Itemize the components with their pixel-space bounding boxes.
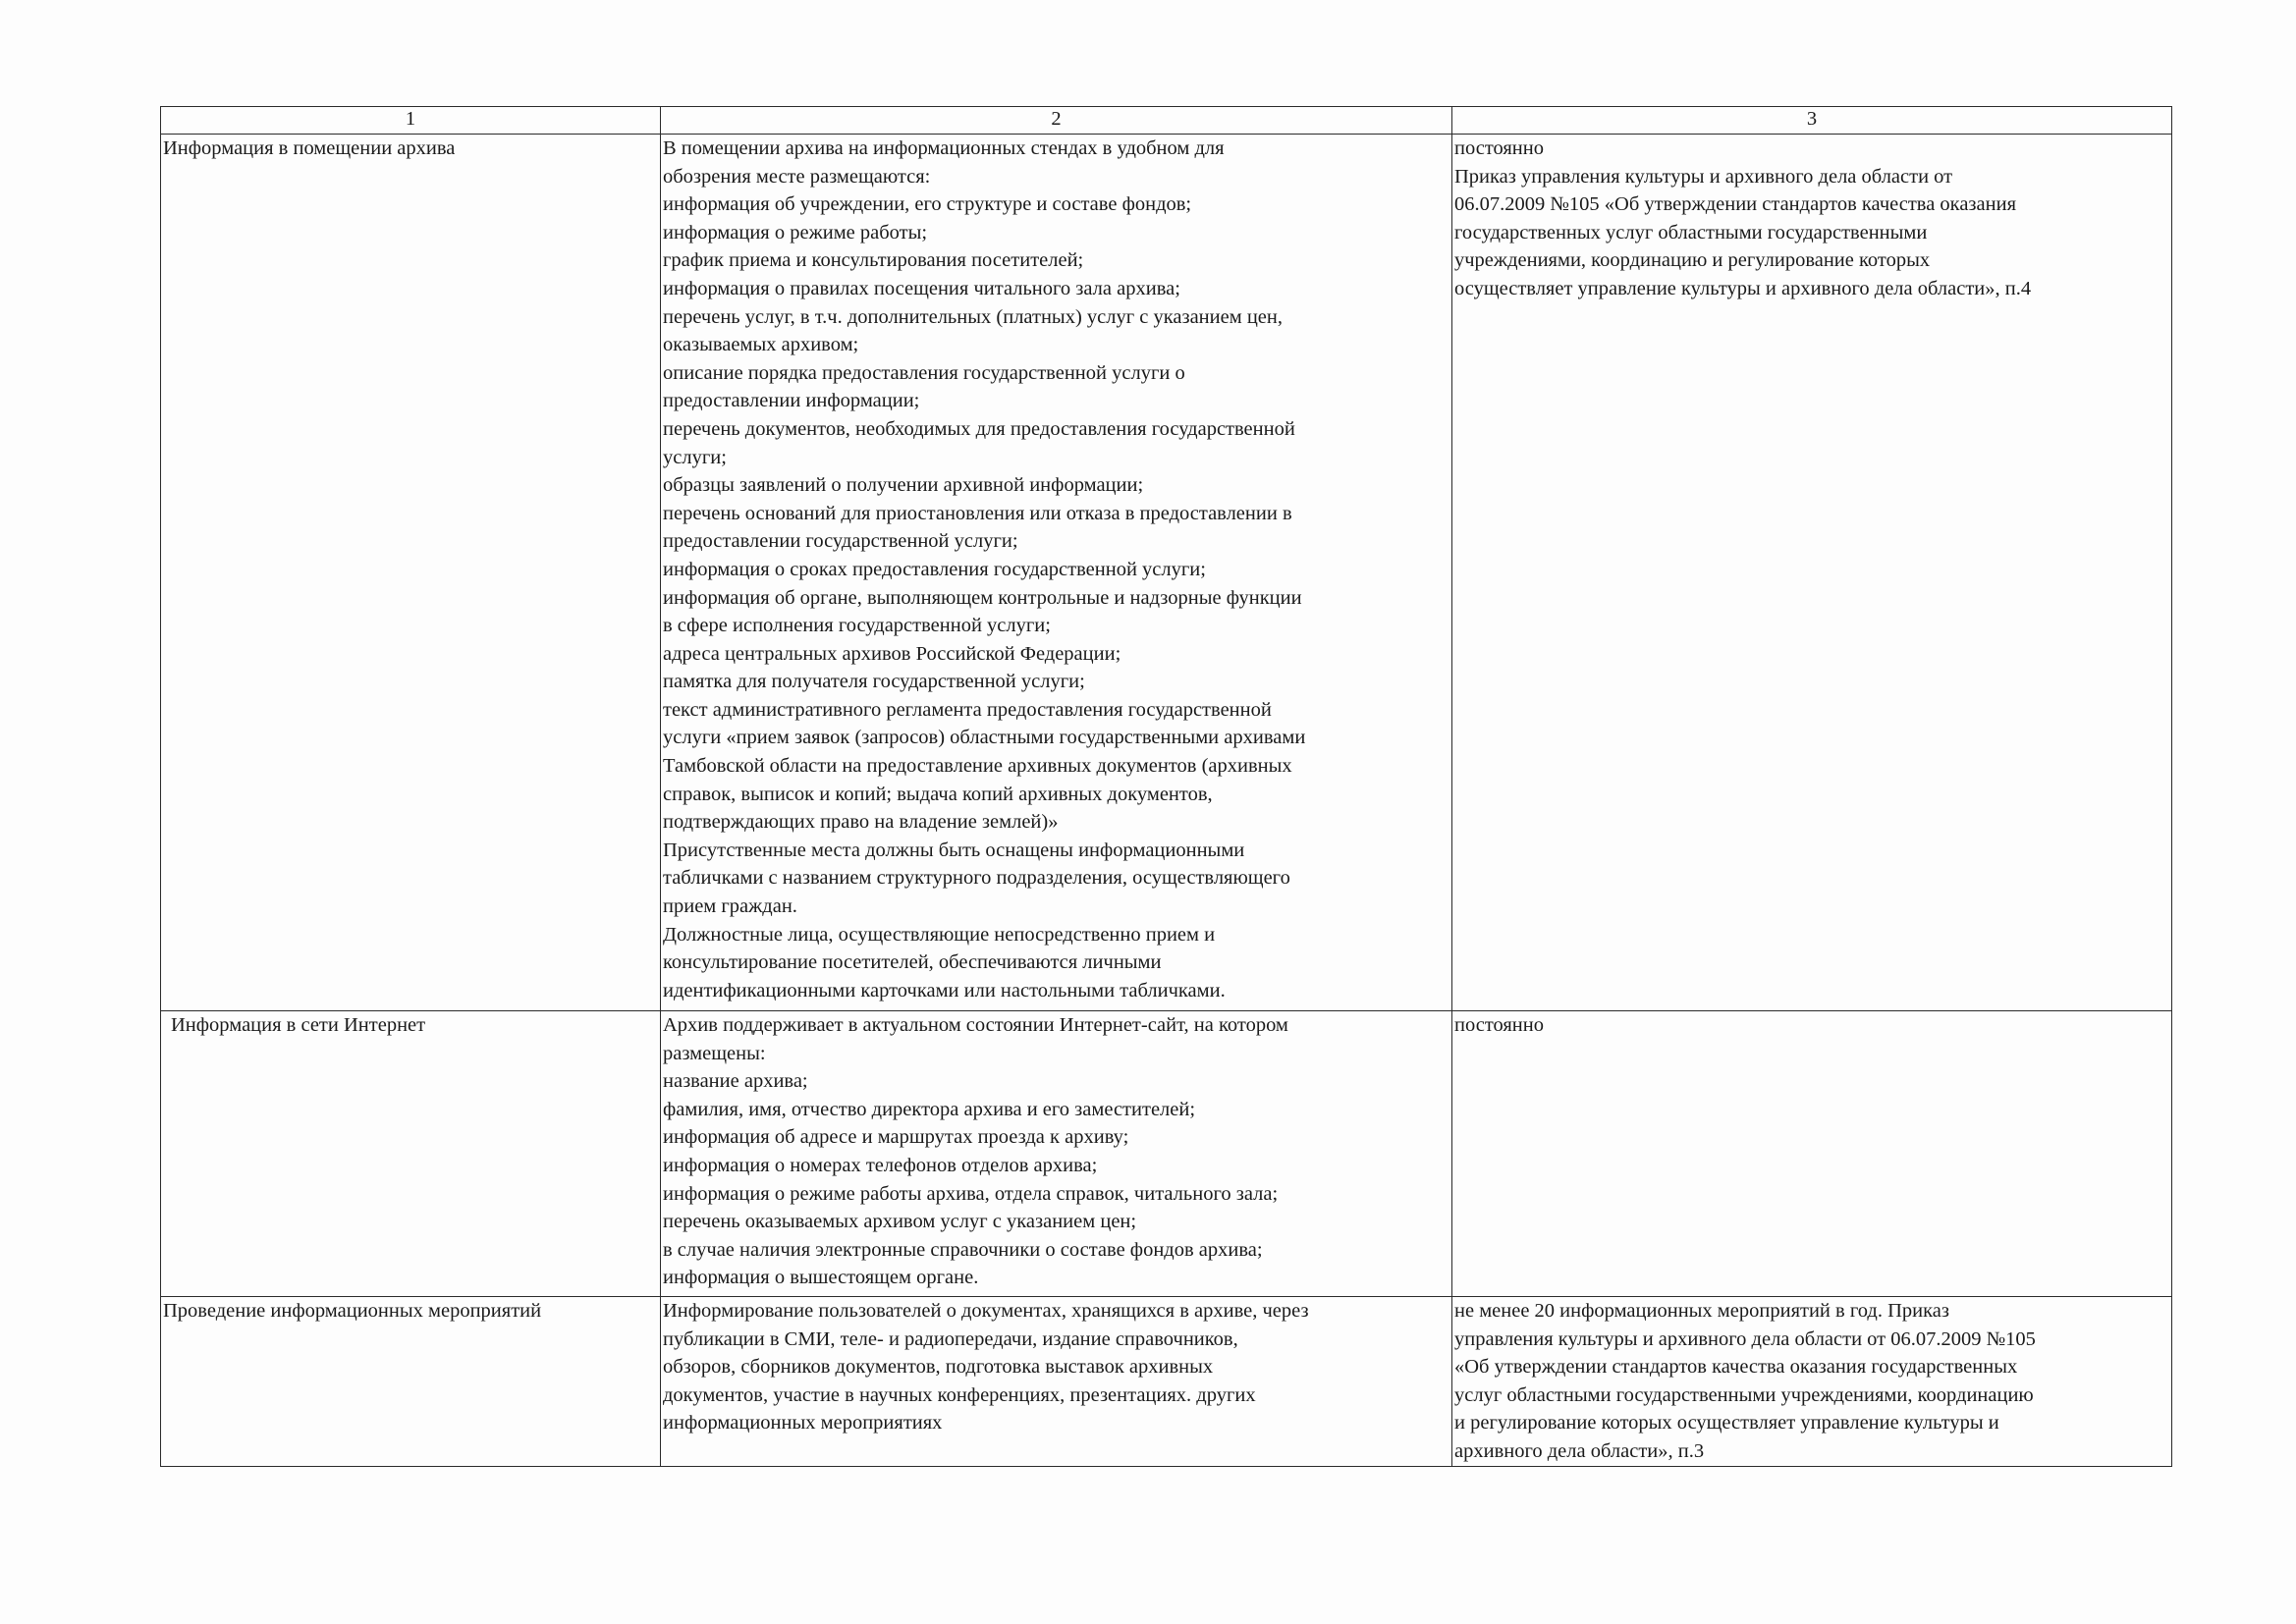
cell-line: памятка для получателя государственной услуги; <box>663 671 1085 693</box>
cell-line: постоянно <box>1454 137 1544 159</box>
cell-line: информация о правилах посещения читального зала архива; <box>663 277 1180 299</box>
cell-line: услуги «прием заявок (запросов) областными государственными архивами <box>663 727 1306 749</box>
cell-line: образцы заявлений о получении архивной информации; <box>663 474 1144 497</box>
cell-line: фамилия, имя, отчество директора архива и его заместителей; <box>663 1098 1196 1120</box>
cell-line: Тамбовской области на предоставление архивных документов (архивных <box>663 755 1292 778</box>
header-cell-2: 2 <box>661 107 1452 135</box>
cell-line: табличками с названием структурного подразделения, осуществляющего <box>663 867 1290 890</box>
cell-line: идентификационными карточками или настольными табличками. <box>663 979 1226 1001</box>
cell-line: осуществляет управление культуры и архивного дела области», п.4 <box>1454 277 2032 299</box>
cell-line: учреждениями, координацию и регулирование которых <box>1454 249 1931 272</box>
cell-line: информация о номерах телефонов отделов архива; <box>663 1154 1098 1176</box>
cell-line: информация об учреждении, его структуре и составе фондов; <box>663 193 1192 216</box>
cell-line: консультирование посетителей, обеспечиваются личными <box>663 951 1162 974</box>
cell-line: информация о режиме работы; <box>663 221 928 244</box>
cell-line: перечень услуг, в т.ч. дополнительных (платных) услуг с указанием цен, <box>663 305 1283 328</box>
cell-line: информация об адресе и маршрутах проезда к архиву; <box>663 1126 1129 1149</box>
row-3-col-3 <box>1452 1297 2172 1467</box>
cell-line: прием граждан. <box>663 895 797 918</box>
cell-line: предоставлении государственной услуги; <box>663 530 1018 553</box>
header-cell-3: 3 <box>1452 107 2172 135</box>
cell-line: справок, выписок и копий; выдача копий архивных документов, <box>663 783 1213 805</box>
cell-line: обзоров, сборников документов, подготовка выставок архивных <box>663 1356 1214 1379</box>
cell-line: и регулирование которых осуществляет управление культуры и <box>1454 1412 1999 1435</box>
cell-line: услуг областными государственными учреждениями, координацию <box>1454 1383 2034 1406</box>
row-2-col-1 <box>161 1011 661 1297</box>
cell-line: название архива; <box>663 1070 808 1093</box>
cell-line: перечень оснований для приостановления или отказа в предоставлении в <box>663 502 1292 524</box>
cell-line: информация о вышестоящем органе. <box>663 1267 979 1289</box>
cell-line: текст административного регламента предоставления государственной <box>663 698 1272 721</box>
cell-line: документов, участие в научных конференциях, презентациях. других <box>663 1383 1256 1406</box>
cell-line: информация о сроках предоставления государственной услуги; <box>663 558 1206 580</box>
row-3-col-2 <box>661 1297 1452 1467</box>
cell-line: публикации в СМИ, теле- и радиопередачи, издание справочников, <box>663 1327 1238 1350</box>
cell-line: в сфере исполнения государственной услуги; <box>663 615 1051 637</box>
cell-line: перечень документов, необходимых для предоставления государственной <box>663 417 1295 440</box>
header-cell-1: 1 <box>161 107 661 135</box>
cell-line: оказываемых архивом; <box>663 334 859 356</box>
cell-line: информация об органе, выполняющем контрольные и надзорные функции <box>663 586 1302 609</box>
cell-line: «Об утверждении стандартов качества оказания государственных <box>1454 1356 2018 1379</box>
cell-line: подтверждающих право на владение землей)» <box>663 811 1059 834</box>
row-2-col-2 <box>661 1011 1452 1297</box>
cell-line: 06.07.2009 №105 «Об утверждении стандартов качества оказания <box>1454 193 2016 216</box>
cell-line: архивного дела области», п.3 <box>1454 1439 1705 1462</box>
row-1-col-3 <box>1452 135 2172 1011</box>
cell-line: управления культуры и архивного дела области от 06.07.2009 №105 <box>1454 1327 2036 1350</box>
cell-line: размещены: <box>663 1042 766 1064</box>
cell-line: обозрения месте размещаются: <box>663 165 931 188</box>
cell-line: постоянно <box>1454 1014 1544 1036</box>
row-1-col-2 <box>661 135 1452 1011</box>
cell-line: перечень оказываемых архивом услуг с указанием цен; <box>663 1211 1137 1233</box>
cell-line: описание порядка предоставления государственной услуги о <box>663 361 1185 384</box>
cell-line: Присутственные места должны быть оснащены информационными <box>663 839 1245 861</box>
cell-line: Архив поддерживает в актуальном состоянии Интернет-сайт, на котором <box>663 1014 1288 1036</box>
cell-line: график приема и консультирования посетителей; <box>663 249 1084 272</box>
cell-line: информационных мероприятиях <box>663 1412 943 1435</box>
cell-line: адреса центральных архивов Российской Федерации; <box>663 642 1121 665</box>
cell-line: услуги; <box>663 446 727 468</box>
cell-line: не менее 20 информационных мероприятий в год. Приказ <box>1454 1300 1949 1322</box>
row-1-col-1 <box>161 135 661 1011</box>
cell-line: Информирование пользователей о документах, хранящихся в архиве, через <box>663 1300 1309 1322</box>
cell-line: Информация в помещении архива <box>163 137 456 159</box>
cell-line: В помещении архива на информационных стендах в удобном для <box>663 137 1225 159</box>
cell-line: Приказ управления культуры и архивного дела области от <box>1454 165 1953 188</box>
header-row <box>161 107 2172 135</box>
cell-line: государственных услуг областными государственными <box>1454 221 1928 244</box>
row-2-col-3 <box>1452 1011 2172 1297</box>
services-table <box>160 106 2172 1467</box>
cell-line: в случае наличия электронные справочники о составе фондов архива; <box>663 1238 1263 1261</box>
table-row <box>161 1297 2172 1467</box>
cell-line: Проведение информационных мероприятий <box>163 1300 542 1322</box>
cell-line: Должностные лица, осуществляющие непосредственно прием и <box>663 923 1216 946</box>
cell-line: информация о режиме работы архива, отдела справок, читального зала; <box>663 1182 1279 1205</box>
table-row <box>161 1011 2172 1297</box>
table-row <box>161 135 2172 1011</box>
row-3-col-1 <box>161 1297 661 1467</box>
cell-line: Информация в сети Интернет <box>171 1014 426 1036</box>
cell-line: предоставлении информации; <box>663 390 920 412</box>
